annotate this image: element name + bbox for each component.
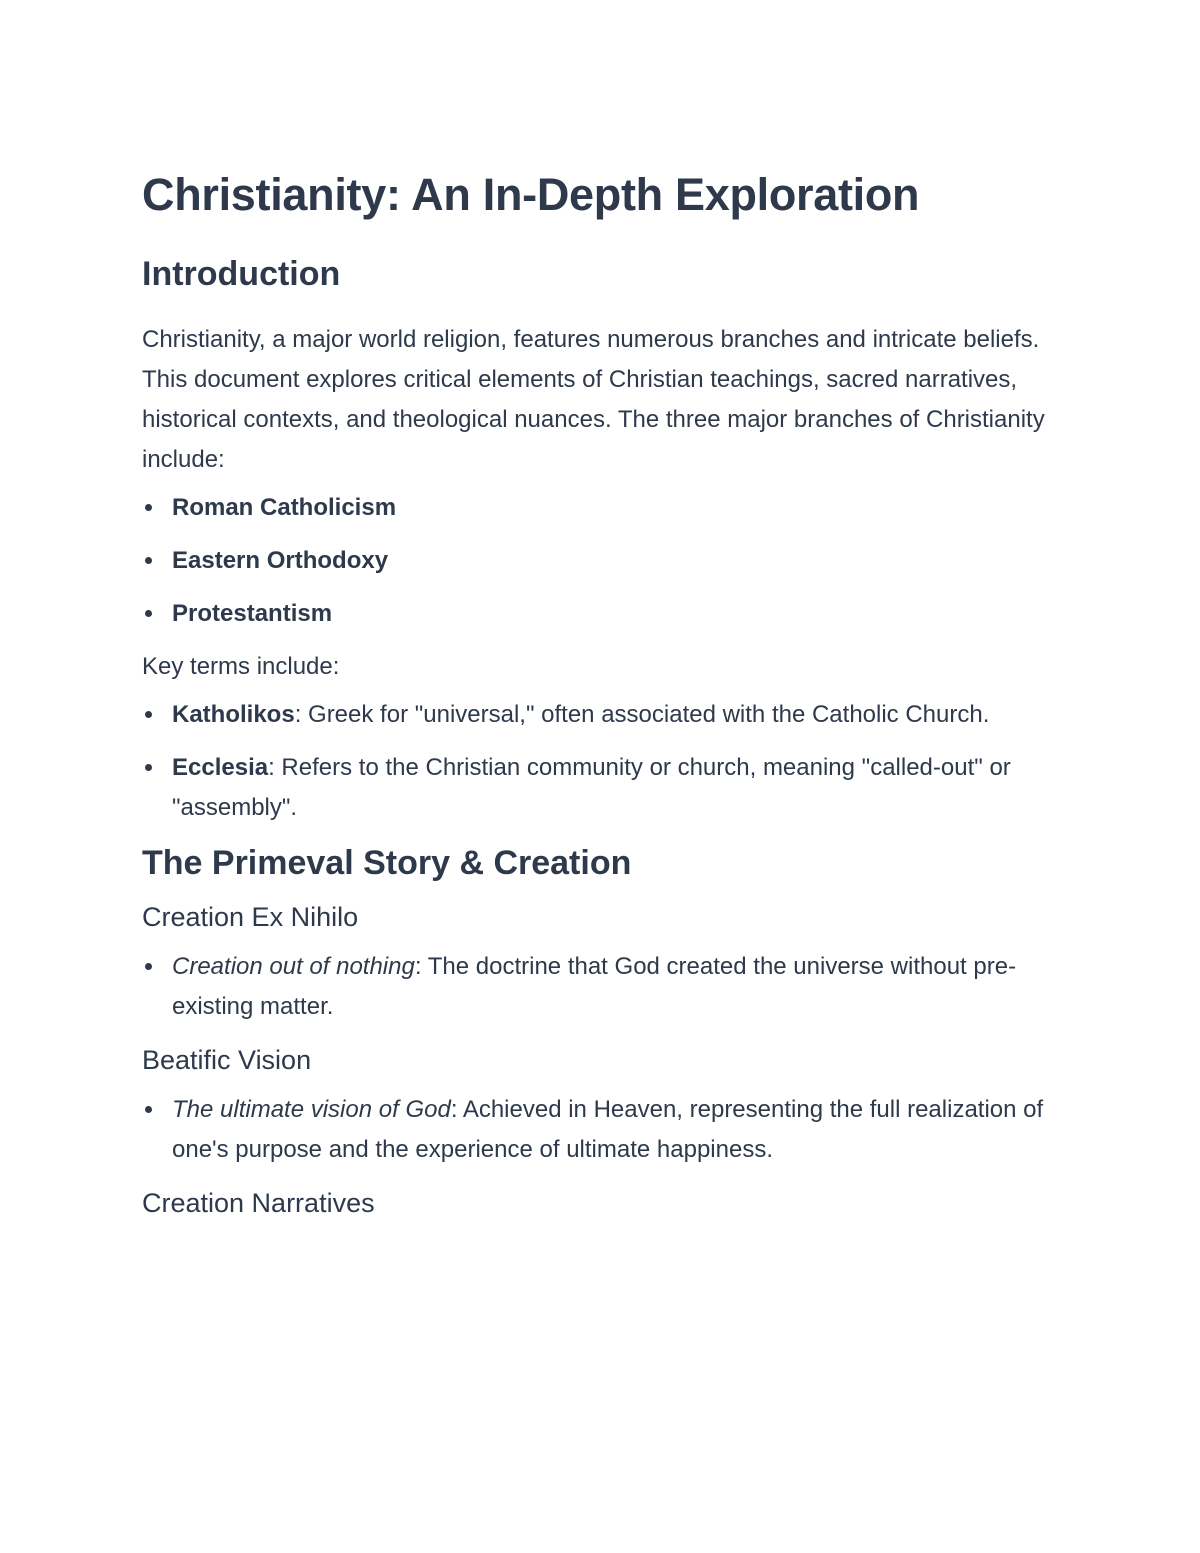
- branch-name: Eastern Orthodoxy: [172, 547, 389, 574]
- list-item: [142, 594, 1057, 634]
- ex-nihilo-list: [142, 947, 1057, 1027]
- bullet-icon: [145, 711, 152, 718]
- primeval-heading: The Primeval Story & Creation: [142, 844, 632, 882]
- branches-list: [142, 488, 1057, 634]
- ex-nihilo-heading: Creation Ex Nihilo: [142, 902, 359, 932]
- list-item: [142, 488, 1057, 528]
- key-terms-label: Key terms include:: [142, 653, 340, 680]
- document-title: Christianity: An In-Depth Exploration: [142, 169, 920, 220]
- bullet-icon: [145, 557, 152, 564]
- creation-narratives-heading: Creation Narratives: [142, 1188, 375, 1218]
- key-term: Ecclesia: [172, 754, 269, 781]
- bullet-icon: [145, 504, 152, 511]
- introduction-heading: Introduction: [142, 255, 341, 293]
- list-item: [142, 541, 1057, 581]
- key-terms-list: [142, 695, 1057, 828]
- emphasis-text: The ultimate vision of God: [172, 1096, 451, 1123]
- key-term-definition: : Refers to the Christian community or church, meaning "called-out" or "assembly".: [172, 754, 1011, 821]
- document-content: [142, 164, 1057, 1233]
- list-item: [142, 1090, 1057, 1170]
- bullet-icon: [145, 764, 152, 771]
- key-term: Katholikos: [172, 701, 295, 728]
- bullet-icon: [145, 610, 152, 617]
- branch-name: Roman Catholicism: [172, 494, 397, 521]
- key-term-definition: : Greek for "universal," often associated with the Catholic Church.: [294, 701, 990, 728]
- definition-text: : The doctrine that God created the universe without pre-existing matter.: [172, 953, 1017, 1020]
- list-item: [142, 748, 1057, 828]
- bullet-icon: [145, 963, 152, 970]
- list-item: [142, 695, 1057, 735]
- list-item: [142, 947, 1057, 1027]
- beatific-vision-list: [142, 1090, 1057, 1170]
- introduction-paragraph: Christianity, a major world religion, features numerous branches and intricate beliefs. This document explores critical elements of Christian teachings, sacred narratives, historical contexts, and theological nuances. The three major branches of Christianity include:: [142, 326, 1045, 473]
- emphasis-text: Creation out of nothing: [172, 953, 415, 980]
- definition-text: : Achieved in Heaven, representing the full realization of one's purpose and the experience of ultimate happiness.: [172, 1096, 1044, 1163]
- branch-name: Protestantism: [172, 600, 333, 627]
- bullet-icon: [145, 1106, 152, 1113]
- beatific-vision-heading: Beatific Vision: [142, 1045, 312, 1075]
